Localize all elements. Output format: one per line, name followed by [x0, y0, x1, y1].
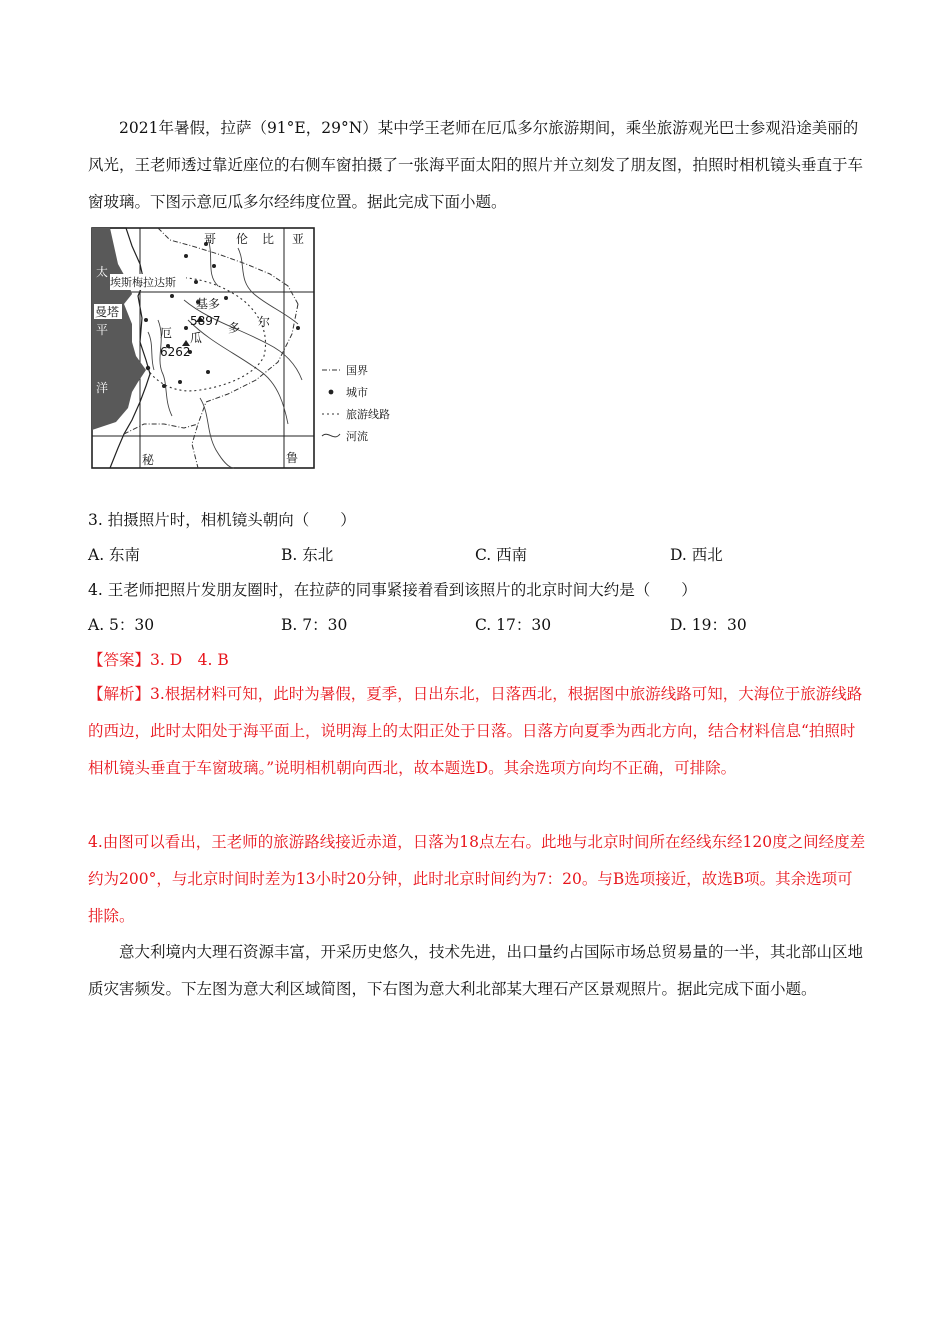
map-label-ocean-1: 太	[96, 265, 109, 279]
map-legend	[322, 364, 390, 443]
ecuador-map	[88, 224, 408, 474]
map-label-ocean-3: 洋	[96, 381, 109, 395]
answer-tag: 【答案】	[88, 651, 151, 669]
q4-option-b: B. 7：30	[281, 616, 348, 634]
legend-border-label: 国界	[346, 364, 368, 377]
legend-city-icon	[329, 390, 334, 395]
question-3-stem: 3. 拍摄照片时，相机镜头朝向（ ）	[88, 511, 356, 529]
q4-option-a: A. 5：30	[88, 616, 155, 634]
map-label-ecuador-3: 多	[228, 321, 241, 335]
map-label-ecuador-2: 瓜	[190, 331, 203, 345]
intro-paragraph-italy: 意大利境内大理石资源丰富，开采历史悠久，技术先进，出口量约占国际市场总贸易量的一半，其北部山区地质灾害频发。下左图为意大利区域简图，下右图为意大利北部某大理石产区景观照片。据此完成下面小题。	[88, 943, 864, 998]
q3-option-b: B. 东北	[281, 546, 334, 564]
q3-option-c: C. 西南	[475, 546, 528, 564]
ecuador-map-svg	[88, 224, 408, 474]
map-label-manta: 曼塔	[95, 305, 120, 319]
question-4-options	[88, 613, 868, 637]
map-label-peak-6262: 6262	[160, 345, 191, 359]
map-label-ocean-2: 平	[96, 323, 109, 337]
analysis-paragraph-1	[88, 676, 868, 787]
analysis-paragraph-2: 4.由图可以看出，王老师的旅游路线接近赤道，日落为18点左右。此地与北京时间所在经线东经120度之间经度差约为200°，与北京时间时差为13小时20分钟，此时北京时间约为7：20。与B选项接近，故选B项。其余选项可排除。	[88, 833, 866, 925]
q3-option-a: A. 东南	[88, 546, 141, 564]
intro-paragraph-ecuador: 2021年暑假，拉萨（91°E，29°N）某中学王老师在厄瓜多尔旅游期间，乘坐旅游观光巴士参观沿途美丽的风光，王老师透过靠近座位的右侧车窗拍摄了一张海平面太阳的照片并立刻发了朋友图，拍照时相机镜头垂直于车窗玻璃。下图示意厄瓜多尔经纬度位置。据此完成下面小题。	[88, 119, 864, 211]
q3-option-d: D. 西北	[670, 546, 723, 564]
map-label-peak-5897: 5897	[190, 314, 221, 328]
map-label-colombia-3: 比	[262, 232, 275, 246]
map-label-colombia-2: 伦	[236, 232, 249, 246]
answer-line	[88, 648, 229, 672]
legend-river-label: 河流	[346, 430, 368, 443]
map-label-ecuador-1: 厄	[160, 326, 173, 340]
map-label-ecuador-4: 尔	[258, 315, 271, 329]
map-label-peru-2: 鲁	[286, 451, 299, 465]
map-label-colombia-4: 亚	[292, 232, 305, 246]
legend-city-label: 城市	[346, 386, 368, 399]
answer-text: 3. D 4. B	[150, 651, 229, 669]
analysis-q3-text: 3.根据材料可知，此时为暑假，夏季，日出东北，日落西北，根据图中旅游线路可知，大海位于旅游线路的西边，此时太阳处于海平面上，说明海上的太阳正处于日落。日落方向夏季为西北方向，结合材料信息“拍照时相机镜头垂直于车窗玻璃。”说明相机朝向西北，故本题选D。其余选项方向均不正确，可排除。	[88, 685, 863, 777]
analysis-tag: 【解析】	[88, 685, 151, 703]
map-label-esmeraldas: 埃斯梅拉达斯	[110, 276, 176, 289]
question-4-stem: 4. 王老师把照片发朋友圈时，在拉萨的同事紧接着看到该照片的北京时间大约是（ ）	[88, 581, 697, 599]
map-label-colombia-1: 哥	[204, 232, 217, 246]
legend-river-icon	[322, 434, 340, 437]
q4-option-c: C. 17：30	[475, 616, 552, 634]
q4-option-d: D. 19：30	[670, 616, 747, 634]
question-3-options	[88, 543, 868, 567]
map-label-peru-1: 秘	[142, 453, 155, 467]
map-label-quito: 基多	[196, 297, 221, 311]
legend-route-label: 旅游线路	[346, 408, 390, 421]
